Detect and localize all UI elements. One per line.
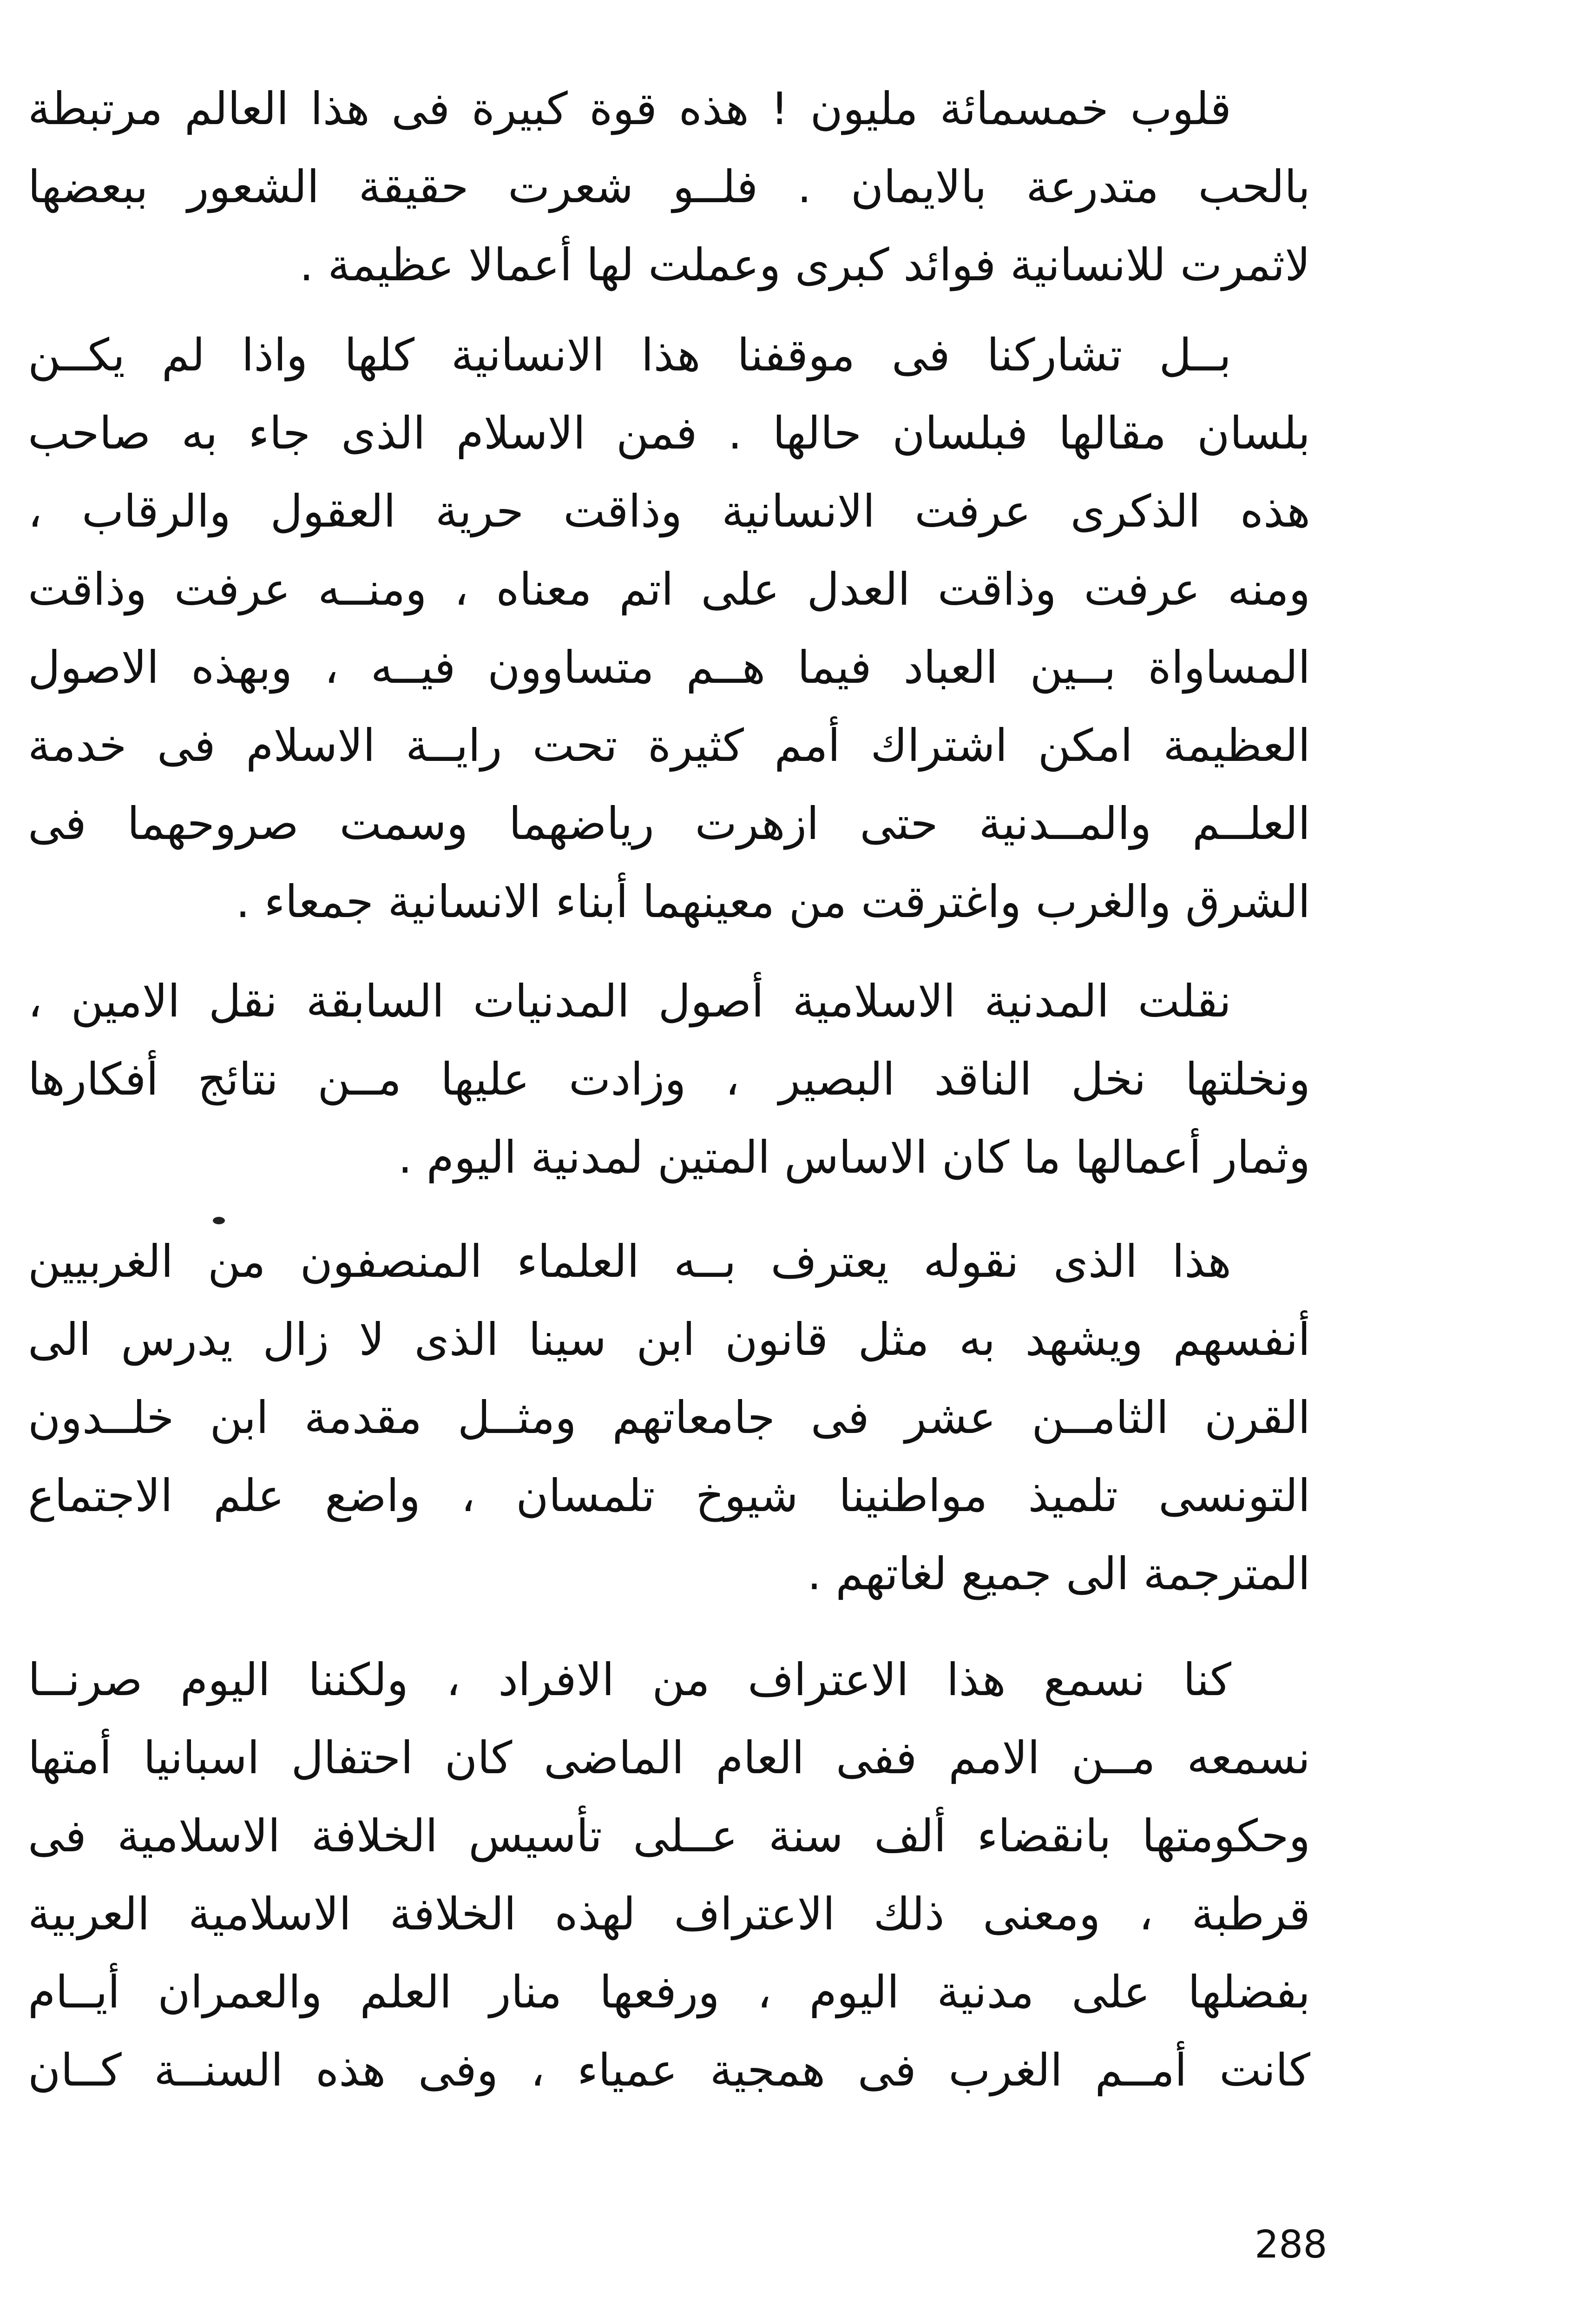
text-line: القرن الثامــن عشر فى جامعاتهم ومثــل مقدمة ابن خلــدون — [28, 1392, 1310, 1444]
text-line: أنفسهم ويشهد به مثل قانون ابن سينا الذى لا زال يدرس الى — [28, 1314, 1310, 1366]
text-line: قرطبة ، ومعنى ذلك الاعتراف لهذه الخلافة الاسلامية العربية — [28, 1888, 1310, 1940]
text-line: كنا نسمع هذا الاعتراف من الافراد ، ولكننا اليوم صرنــا — [28, 1654, 1231, 1706]
paragraph-3 — [28, 962, 1310, 1196]
paragraph-2 — [28, 316, 1310, 941]
text-line: نسمعه مــن الامم ففى العام الماضى كان احتفال اسبانيا أمتها — [28, 1732, 1310, 1784]
paragraph-5 — [28, 1641, 1310, 2109]
text-line: هذا الذى نقوله يعترف بــه العلماء المنصفون من الغربيين — [28, 1235, 1231, 1287]
text-line: المترجمة الى جميع لغاتهم . — [807, 1548, 1310, 1600]
text-line: قلوب خمسمائة مليون ! هذه قوة كبيرة فى هذا العالم مرتبطة — [28, 83, 1231, 135]
text-line: العلــم والمــدنية حتى ازهرت رياضهما وسمت صروحهما فى — [28, 798, 1310, 850]
text-line: بفضلها على مدنية اليوم ، ورفعها منار العلم والعمران أيــام — [28, 1966, 1310, 2018]
text-line: نقلت المدنية الاسلامية أصول المدنيات السابقة نقل الامين ، — [28, 975, 1231, 1027]
page-number: 288 — [1255, 2223, 1328, 2267]
text-line: الشرق والغرب واغترقت من معينهما أبناء الانسانية جمعاء . — [236, 876, 1310, 928]
paragraph-1 — [28, 70, 1310, 304]
text-line: كانت أمــم الغرب فى همجية عمياء ، وفى هذه السنــة كــان — [28, 2044, 1310, 2096]
text-line: لاثمرت للانسانية فوائد كبرى وعملت لها أعمالا عظيمة . — [299, 239, 1310, 291]
text-line: ونخلتها نخل الناقد البصير ، وزادت عليها مــن نتائج أفكارها — [28, 1053, 1310, 1105]
text-line: التونسى تلميذ مواطنينا شيوخ تلمسان ، واضع علم الاجتماع — [28, 1470, 1310, 1522]
text-line: المساواة بــين العباد فيما هــم متساوون فيــه ، وبهذه الاصول — [28, 641, 1310, 693]
paragraph-4 — [28, 1222, 1310, 1613]
text-line: وثمار أعمالها ما كان الاساس المتين لمدنية اليوم . — [398, 1131, 1310, 1183]
text-line: العظيمة امكن اشتراك أمم كثيرة تحت رايــة الاسلام فى خدمة — [28, 720, 1310, 772]
text-line: ومنه عرفت وذاقت العدل على اتم معناه ، ومنــه عرفت وذاقت — [28, 563, 1310, 615]
text-line: بالحب متدرعة بالايمان . فلــو شعرت حقيقة الشعور ببعضها — [28, 161, 1310, 213]
text-line: هذه الذكرى عرفت الانسانية وذاقت حرية العقول والرقاب ، — [28, 485, 1310, 537]
text-line: وحكومتها بانقضاء ألف سنة عــلى تأسيس الخلافة الاسلامية فى — [28, 1810, 1310, 1862]
text-line: بلسان مقالها فبلسان حالها . فمن الاسلام الذى جاء به صاحب — [28, 407, 1310, 459]
text-line: بــل تشاركنا فى موقفنا هذا الانسانية كلها واذا لم يكــن — [28, 329, 1231, 381]
